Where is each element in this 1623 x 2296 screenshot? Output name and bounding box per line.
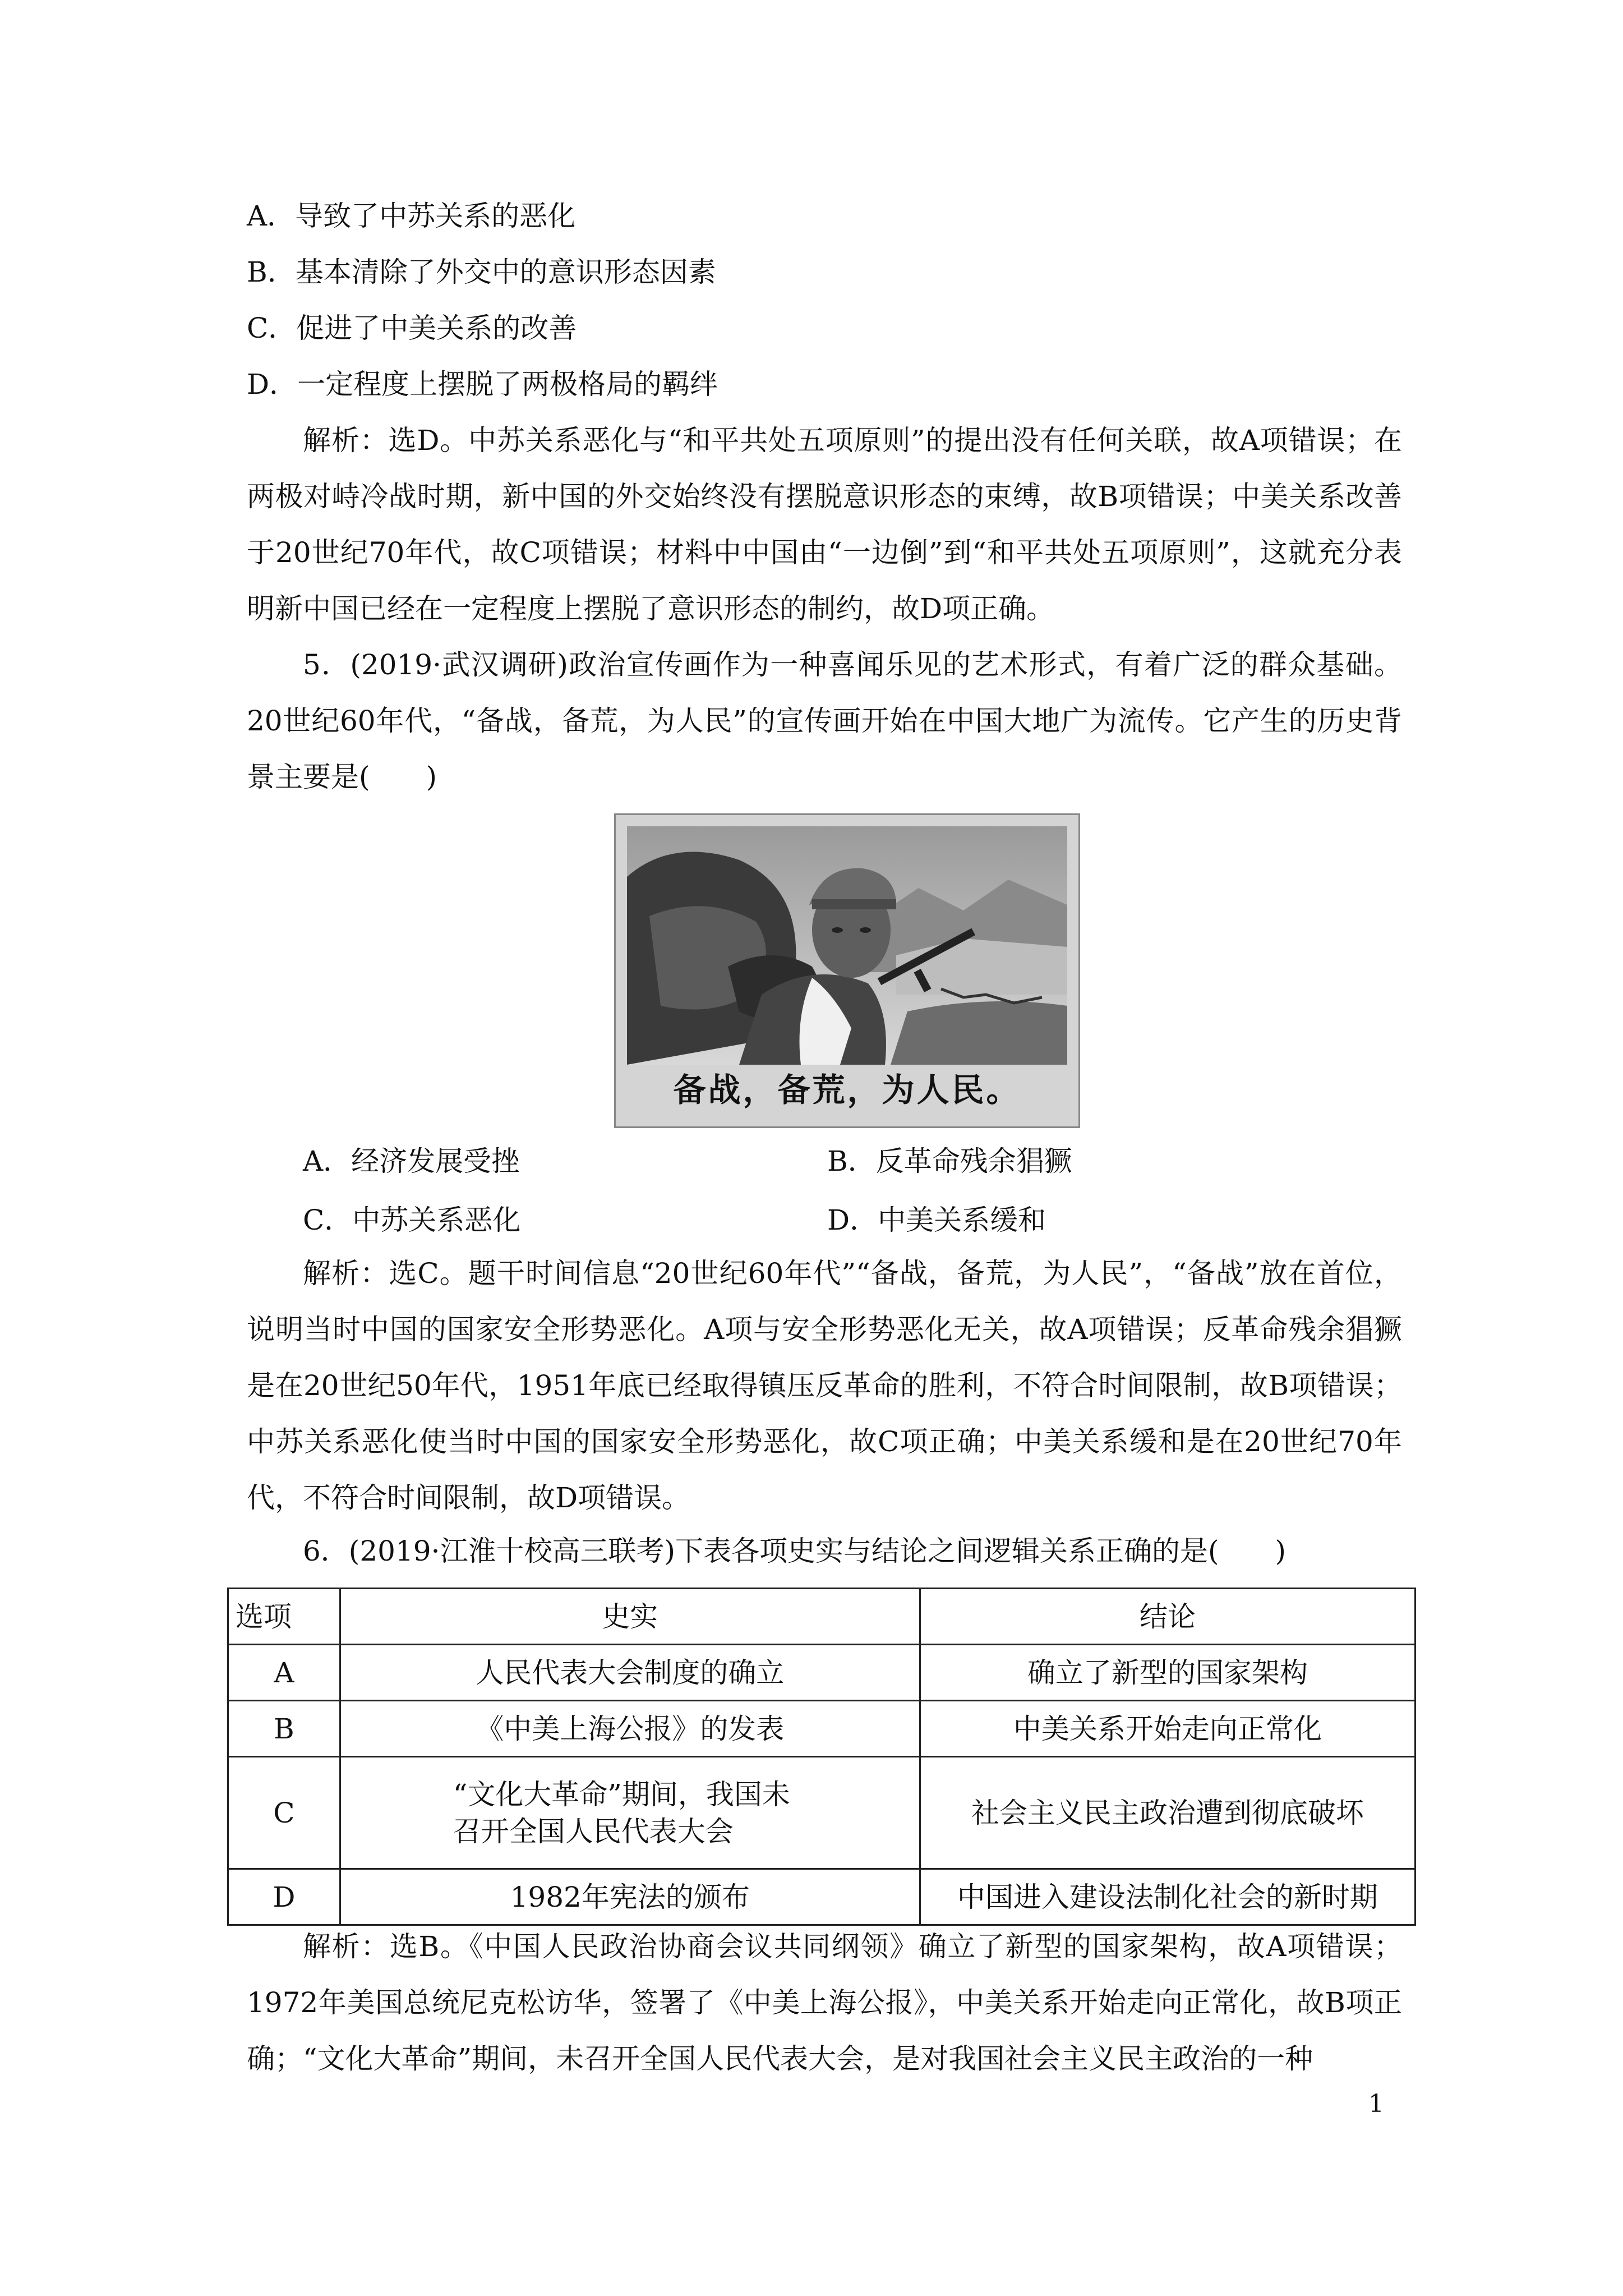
table-header-row [228, 1589, 1415, 1645]
row-fact: 《中美上海公报》的发表 [340, 1701, 920, 1757]
q4-option-d: D．一定程度上摆脱了两极格局的羁绊 [247, 368, 718, 401]
row-conclusion: 中国进入建设法制化社会的新时期 [920, 1869, 1415, 1925]
table-row [228, 1645, 1415, 1701]
row-fact: “文化大革命”期间，我国未召开全国人民代表大会 [340, 1757, 920, 1869]
q5-stem: 5．(2019·武汉调研)政治宣传画作为一种喜闻乐见的艺术形式，有着广泛的群众基础。20世纪60年代，“备战，备荒，为人民”的宣传画开始在中国大地广为流传。它产生的历史背景主要是( ) [247, 648, 1402, 793]
q4-option-c: C．促进了中美关系的改善 [247, 312, 577, 344]
propaganda-poster [614, 813, 1080, 1128]
q5-option-a: A．经济发展受挫 [303, 1145, 520, 1177]
row-fact: 1982年宪法的颁布 [340, 1869, 920, 1925]
q4-analysis: 解析：选D。中苏关系恶化与“和平共处五项原则”的提出没有任何关联，故A项错误；在两极对峙冷战时期，新中国的外交始终没有摆脱意识形态的束缚，故B项错误；中美关系改善于20世纪70年代，故C项错误；材料中中国由“一边倒”到“和平共处五项原则”，这就充分表明新中国已经在一定程度上摆脱了意识形态的制约，故D项正确。 [247, 424, 1402, 625]
row-fact: 人民代表大会制度的确立 [340, 1645, 920, 1701]
q5-option-b: B．反革命残余猖獗 [827, 1145, 1072, 1177]
table-row [228, 1757, 1415, 1869]
q5-option-c: C．中苏关系恶化 [303, 1204, 521, 1236]
row-conclusion: 中美关系开始走向正常化 [920, 1701, 1415, 1757]
history-table [227, 1588, 1416, 1926]
q4-option-b: B．基本清除了外交中的意识形态因素 [247, 256, 716, 288]
table-row [228, 1869, 1415, 1925]
q5-analysis: 解析：选C。题干时间信息“20世纪60年代”“备战，备荒，为人民”，“备战”放在首位，说明当时中国的国家安全形势恶化。A项与安全形势恶化无关，故A项错误；反革命残余猖獗是在20世纪50年代，1951年底已经取得镇压反革命的胜利，不符合时间限制，故B项错误；中苏关系恶化使当时中国的国家安全形势恶化，故C项正确；中美关系缓和是在20世纪70年代，不符合时间限制，故D项错误。 [247, 1257, 1402, 1514]
row-label: C [228, 1757, 340, 1869]
row-label: A [228, 1645, 340, 1701]
poster-illustration [627, 826, 1067, 1065]
header-option: 选项 [228, 1589, 340, 1645]
q6-analysis: 解析：选B。《中国人民政治协商会议共同纲领》确立了新型的国家架构，故A项错误；1972年美国总统尼克松访华，签署了《中美上海公报》，中美关系开始走向正常化，故B项正确；“文化大革命”期间，未召开全国人民代表大会，是对我国社会主义民主政治的一种 [247, 1930, 1402, 2075]
row-conclusion: 社会主义民主政治遭到彻底破坏 [920, 1757, 1415, 1869]
table-row [228, 1701, 1415, 1757]
row-label: D [228, 1869, 340, 1925]
q6-stem: 6．(2019·江淮十校高三联考)下表各项史实与结论之间逻辑关系正确的是( ) [303, 1535, 1286, 1567]
row-conclusion: 确立了新型的国家架构 [920, 1645, 1415, 1701]
q5-option-d: D．中美关系缓和 [827, 1204, 1046, 1236]
row-label: B [228, 1701, 340, 1757]
header-conclusion: 结论 [920, 1589, 1415, 1645]
header-fact: 史实 [340, 1589, 920, 1645]
poster-caption: 备战，备荒，为人民。 [673, 1071, 1021, 1109]
q4-option-a: A．导致了中苏关系的恶化 [247, 200, 576, 232]
page-number: 1 [1368, 2090, 1384, 2118]
